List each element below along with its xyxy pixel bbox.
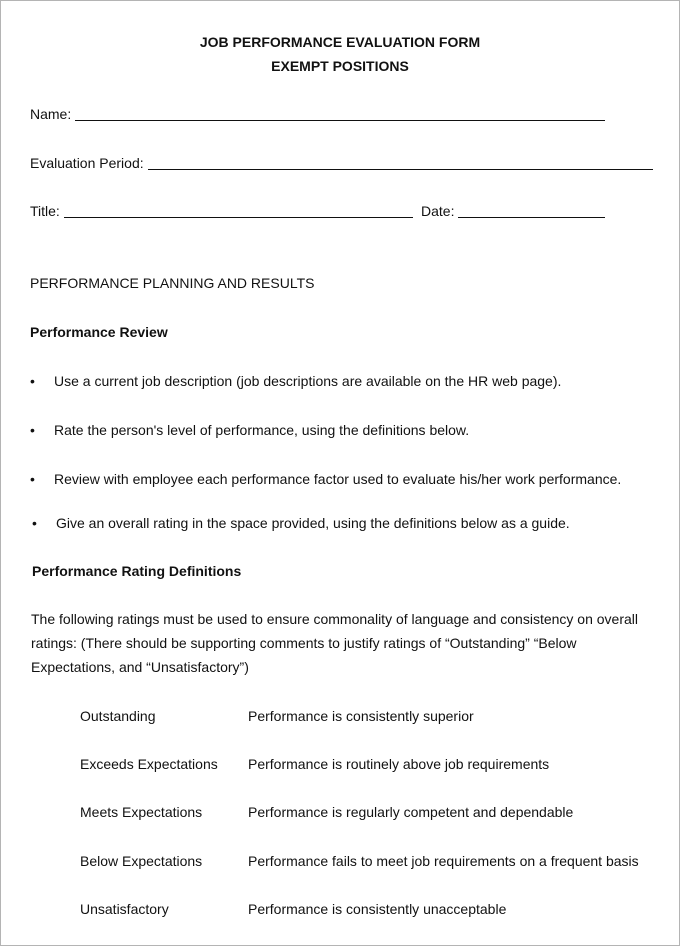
bullet-icon: •	[30, 373, 35, 389]
rating-definition: Performance fails to meet job requirements on a frequent basis	[248, 853, 639, 869]
rating-definition: Performance is consistently superior	[248, 708, 474, 724]
date-underline	[458, 217, 605, 218]
date-label: Date:	[421, 203, 455, 219]
bullet-item	[32, 515, 37, 531]
bullet-item	[30, 422, 35, 438]
rating-definitions-intro: The following ratings must be used to ensure commonality of language and consistency on overall ratings: (There should be supporting comments to justify ratings of “Outstanding” “Below Expectations, and “Unsatisfactory”)	[31, 611, 639, 675]
rating-term: Below Expectations	[80, 853, 203, 869]
section-heading: PERFORMANCE PLANNING AND RESULTS	[30, 275, 315, 291]
bullet-text: Review with employee each performance factor used to evaluate his/her work performance.	[54, 471, 622, 487]
evaluation-period-label: Evaluation Period:	[30, 155, 144, 171]
evaluation-period-underline	[148, 169, 653, 170]
rating-term: Meets Expectations	[80, 804, 203, 820]
rating-term: Outstanding	[80, 708, 156, 724]
rating-definitions-heading: Performance Rating Definitions	[32, 563, 242, 579]
form-title: JOB PERFORMANCE EVALUATION FORM	[199, 34, 481, 50]
rating-definition: Performance is consistently unacceptable	[248, 901, 507, 917]
performance-review-heading: Performance Review	[30, 324, 168, 340]
bullet-icon: •	[32, 515, 37, 531]
rating-definition: Performance is routinely above job requirements	[248, 756, 550, 772]
rating-term: Exceeds Expectations	[80, 756, 218, 772]
bullet-item	[30, 471, 35, 487]
bullet-text: Use a current job description (job descriptions are available on the HR web page).	[54, 373, 562, 389]
title-underline	[64, 217, 413, 218]
form-subtitle: EXEMPT POSITIONS	[271, 58, 409, 74]
bullet-item	[30, 373, 35, 389]
bullet-text: Rate the person's level of performance, using the definitions below.	[54, 422, 470, 438]
rating-definition: Performance is regularly competent and dependable	[248, 804, 574, 820]
bullet-text: Give an overall rating in the space provided, using the definitions below as a guide.	[56, 515, 570, 531]
bullet-icon: •	[30, 422, 35, 438]
bullet-icon: •	[30, 471, 35, 487]
name-underline	[75, 120, 605, 121]
name-label: Name:	[30, 106, 72, 122]
title-label: Title:	[30, 203, 60, 219]
rating-term: Unsatisfactory	[80, 901, 169, 917]
